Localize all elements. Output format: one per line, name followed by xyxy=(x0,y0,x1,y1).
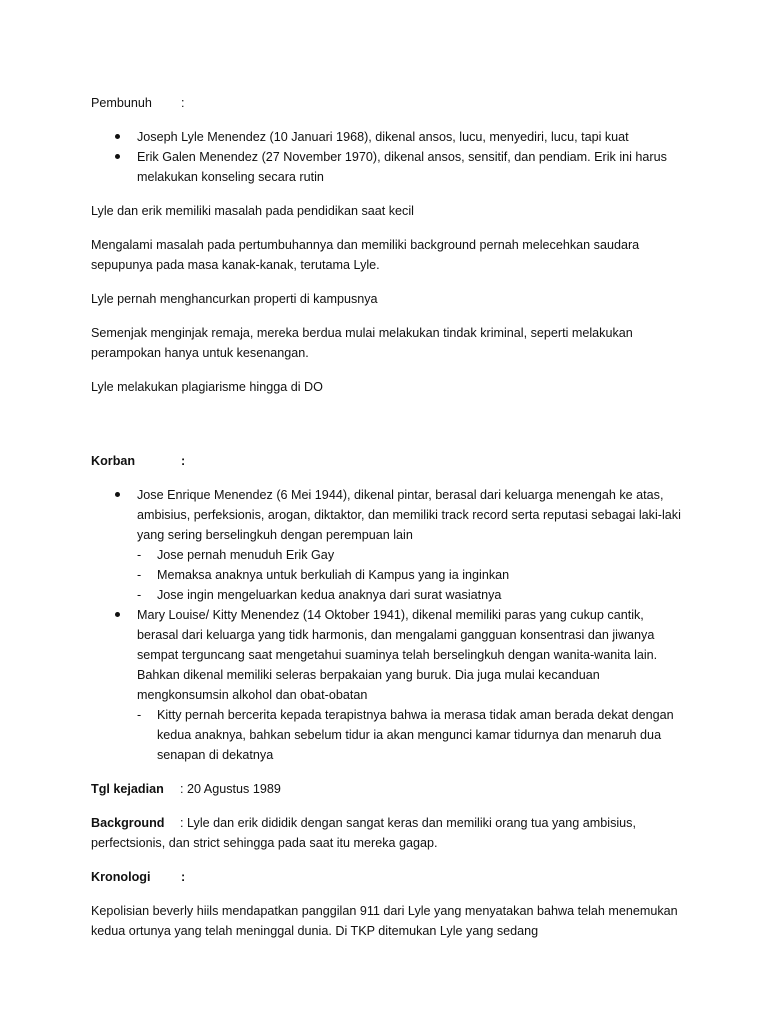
kronologi-colon: : xyxy=(181,870,186,884)
bullet-icon xyxy=(115,154,120,159)
list-item-text: Erik Galen Menendez (27 November 1970), dikenal ansos, sensitif, dan pendiam. Erik ini harus melakukan konseling secara rutin xyxy=(137,150,667,184)
bullet-icon xyxy=(115,612,120,617)
tgl-kejadian-label: Tgl kejadian xyxy=(91,782,164,796)
dash-icon: - xyxy=(137,568,142,582)
list-item-text: Mary Louise/ Kitty Menendez (14 Oktober 1941), dikenal memiliki paras yang cukup cantik, berasal dari keluarga yang tidk harmonis, dan mengalami gangguan konsentrasi dan jiwanya sempat terguncang saat mengetahui suaminya telah berselingkuh dengan wanita-wanita lain. Bahkan dikenal memiliki seleras berpakaian yang buruk. Dia juga mulai kecanduan mengkonsumsin alkohol dan obat-obatan xyxy=(137,608,658,702)
list-item xyxy=(91,485,681,605)
sub-list-item-text: Jose ingin mengeluarkan kedua anaknya dari surat wasiatnya xyxy=(157,588,502,602)
sub-list-item xyxy=(137,565,681,585)
pembunuh-heading xyxy=(91,93,681,113)
kronologi-label: Kronologi xyxy=(91,870,151,884)
list-item-text: Joseph Lyle Menendez (10 Januari 1968), dikenal ansos, lucu, menyediri, lucu, tapi kuat xyxy=(137,130,629,144)
bullet-icon xyxy=(115,492,120,497)
pembunuh-colon: : xyxy=(181,96,185,110)
tgl-kejadian-value: : 20 Agustus 1989 xyxy=(180,782,281,796)
sub-list-item xyxy=(137,585,681,605)
paragraph: Lyle dan erik memiliki masalah pada pendidikan saat kecil xyxy=(91,204,414,218)
background-value: : Lyle dan erik dididik dengan sangat keras dan memiliki orang tua yang ambisius, perfectsionis, dan strict sehingga pada saat itu mereka gagap. xyxy=(91,816,636,850)
list-item-text: Jose Enrique Menendez (6 Mei 1944), dikenal pintar, berasal dari keluarga menengah ke atas, ambisius, perfeksionis, arogan, diktaktor, dan memiliki track record serta reputasi sebagai laki-laki yang sering berselingkuh dengan perempuan lain xyxy=(137,488,681,542)
kronologi-paragraph: Kepolisian beverly hiils mendapatkan panggilan 911 dari Lyle yang menyatakan bahwa telah menemukan kedua ortunya yang telah meninggal dunia. Di TKP ditemukan Lyle yang sedang xyxy=(91,904,678,938)
pembunuh-label: Pembunuh xyxy=(91,96,152,110)
dash-icon: - xyxy=(137,588,142,602)
tgl-kejadian-row xyxy=(91,779,681,799)
korban-colon: : xyxy=(181,454,186,468)
sub-list-item xyxy=(137,705,681,765)
korban-list xyxy=(91,485,681,765)
pembunuh-list xyxy=(91,127,681,187)
paragraph: Semenjak menginjak remaja, mereka berdua mulai melakukan tindak kriminal, seperti melakukan perampokan hanya untuk kesenangan. xyxy=(91,326,633,360)
sub-list-item xyxy=(137,545,681,565)
list-item xyxy=(91,147,681,187)
sub-list-item-text: Kitty pernah bercerita kepada terapistnya bahwa ia merasa tidak aman berada dekat dengan kedua anaknya, bahkan sebelum tidur ia akan mengunci kamar tidurnya dan menaruh dua senapan di dekatnya xyxy=(157,708,674,762)
paragraph: Lyle pernah menghancurkan properti di kampusnya xyxy=(91,292,378,306)
paragraph: Mengalami masalah pada pertumbuhannya dan memiliki background pernah melecehkan saudara sepupunya pada masa kanak-kanak, terutama Lyle. xyxy=(91,238,640,272)
kronologi-heading xyxy=(91,867,681,887)
sub-list xyxy=(137,705,681,765)
korban-heading xyxy=(91,451,681,471)
dash-icon: - xyxy=(137,548,142,562)
sub-list xyxy=(137,545,681,605)
dash-icon: - xyxy=(137,708,142,722)
document-body xyxy=(91,93,681,941)
list-item xyxy=(91,605,681,765)
background-paragraph xyxy=(91,813,681,853)
sub-list-item-text: Memaksa anaknya untuk berkuliah di Kampus yang ia inginkan xyxy=(157,568,510,582)
bullet-icon xyxy=(115,134,120,139)
list-item xyxy=(91,127,681,147)
background-label: Background xyxy=(91,816,165,830)
paragraph: Lyle melakukan plagiarisme hingga di DO xyxy=(91,380,323,394)
sub-list-item-text: Jose pernah menuduh Erik Gay xyxy=(157,548,335,562)
korban-label: Korban xyxy=(91,454,136,468)
